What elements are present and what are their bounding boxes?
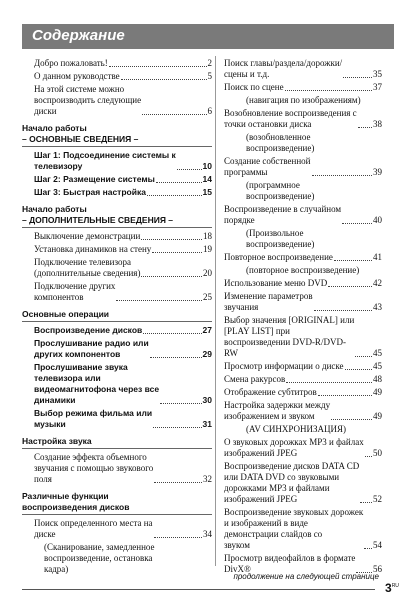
toc-entry	[22, 84, 212, 117]
toc-page-number: 50	[373, 448, 382, 458]
toc-entry	[224, 400, 382, 422]
leader-dots	[116, 300, 202, 301]
toc-page-number: 40	[373, 215, 382, 225]
leader-dots	[285, 90, 372, 91]
column-divider	[215, 56, 216, 566]
toc-entry	[224, 507, 382, 551]
section-rule	[22, 321, 212, 322]
toc-page-number: 32	[203, 474, 212, 484]
toc-entry-note: (программное воспроизведение)	[246, 180, 315, 201]
title-bar	[22, 24, 394, 49]
toc-entry	[224, 387, 382, 398]
toc-entry-note: (Сканирование, замедленное воспроизведение, остановка кадра)	[44, 542, 155, 574]
toc-entry	[22, 452, 212, 485]
toc-page-number: 29	[202, 349, 212, 359]
section-heading	[22, 491, 212, 515]
leader-dots	[147, 195, 202, 196]
leader-dots	[355, 356, 372, 357]
section-heading	[22, 436, 212, 449]
toc-entry	[224, 278, 382, 289]
toc-entry	[22, 325, 212, 336]
toc-entry-title: Смена ракурсов	[224, 374, 286, 384]
toc-page-number: 31	[202, 419, 212, 429]
toc-entry	[22, 71, 212, 82]
section-heading	[22, 309, 212, 322]
leader-dots	[328, 286, 372, 287]
section-heading-line: Основные операции	[22, 309, 110, 319]
toc-page-number: 45	[373, 361, 382, 371]
toc-entry	[224, 461, 382, 505]
leader-dots	[331, 419, 372, 420]
toc-entry	[224, 156, 382, 178]
toc-page-number: 39	[373, 167, 382, 177]
toc-entry-title: Поиск главы/раздела/дорожки/ сцены и т.д.	[224, 58, 343, 79]
toc-entry-title: Создание собственной программы	[224, 156, 311, 177]
leader-dots	[360, 502, 372, 503]
toc-entry-title: Выбор режима фильма или музыки	[34, 408, 153, 429]
toc-right-column	[224, 58, 382, 577]
toc-page-number: 19	[203, 244, 212, 254]
toc-entry	[224, 437, 382, 459]
section-rule	[22, 146, 212, 147]
leader-dots	[150, 357, 202, 358]
leader-dots	[154, 537, 202, 538]
toc-page-number: 20	[203, 268, 212, 278]
toc-entry	[22, 244, 212, 255]
toc-entry-title: Подключение телевизора (дополнительные сведения)	[34, 257, 141, 278]
leader-dots	[154, 482, 202, 483]
toc-page-number: 34	[203, 529, 212, 539]
toc-page-number: 52	[373, 494, 382, 504]
toc-entry-note: (Произвольное воспроизведение)	[246, 228, 315, 249]
toc-entry	[224, 252, 382, 263]
toc-page-number: 6	[207, 106, 212, 116]
toc-entry-note: (повторное воспроизведение)	[246, 265, 360, 275]
toc-entry-title: Подключение других компонентов	[34, 281, 116, 302]
leader-dots	[177, 169, 202, 170]
section-heading-line: Начало работы	[22, 204, 87, 214]
toc-page-number: 42	[373, 278, 382, 288]
toc-page-number: 25	[203, 292, 212, 302]
toc-entry-title: Просмотр информации о диске	[224, 361, 344, 371]
toc-page-number: 18	[203, 231, 212, 241]
toc-entry	[22, 281, 212, 303]
toc-page-number: 5	[207, 71, 212, 81]
leader-dots	[143, 333, 201, 334]
section-heading-subline: – ДОПОЛНИТЕЛЬНЫЕ СВЕДЕНИЯ –	[22, 215, 174, 225]
toc-entry	[22, 58, 212, 69]
toc-entry	[22, 174, 212, 185]
toc-page-number: 43	[373, 302, 382, 312]
toc-page-number: 37	[373, 82, 382, 92]
leader-dots	[160, 403, 201, 404]
leader-dots	[156, 182, 202, 183]
toc-entry-note: (возобновленное воспроизведение)	[246, 132, 315, 153]
toc-entry-title: Воспроизведение в случайном порядке	[224, 204, 342, 225]
leader-dots	[152, 252, 202, 253]
section-heading-subline: – ОСНОВНЫЕ СВЕДЕНИЯ –	[22, 134, 139, 144]
toc-entry	[224, 108, 382, 130]
leader-dots	[121, 79, 207, 80]
toc-entry	[224, 291, 382, 313]
toc-page-number: 2	[207, 58, 212, 68]
toc-entry-title: Настройка задержки между изображением и звуком	[224, 400, 331, 421]
leader-dots	[334, 260, 372, 261]
toc-entry-title: Поиск по сцене	[224, 82, 284, 92]
continued-note: продолжение на следующей странице	[233, 572, 379, 581]
leader-dots	[312, 175, 373, 176]
section-rule	[22, 514, 212, 515]
toc-entry-title: Шаг 3: Быстрая настройка	[34, 187, 146, 197]
leader-dots	[364, 548, 372, 549]
toc-entry	[22, 518, 212, 540]
leader-dots	[318, 395, 372, 396]
toc-entry	[22, 187, 212, 198]
leader-dots	[342, 223, 372, 224]
leader-dots	[286, 382, 372, 383]
section-rule	[22, 448, 212, 449]
toc-entry-title: На этой системе можно воспроизводить следующие диски	[34, 84, 142, 116]
toc-entry	[224, 315, 382, 359]
toc-entry-title: Выключение демонстрации	[34, 231, 141, 241]
section-heading-subline: воспроизведения дисков	[22, 502, 130, 512]
toc-entry-title: О данном руководстве	[34, 71, 120, 81]
toc-entry	[22, 362, 212, 406]
toc-entry-title: Прослушивание радио или других компонентов	[34, 338, 149, 359]
footer-rule	[22, 589, 375, 590]
leader-dots	[365, 456, 372, 457]
toc-page-number: 15	[202, 187, 212, 197]
toc-entry-title: Установка динамиков на стену	[34, 244, 152, 254]
toc-entry-title: Повторное воспроизведение	[224, 252, 333, 262]
toc-entry	[22, 408, 212, 430]
toc-entry-title: Воспроизведение звуковых дорожек и изображений в виде демонстрации слайдов со звуком	[224, 507, 364, 550]
toc-page-number: 30	[202, 395, 212, 405]
toc-page-number: 49	[373, 387, 382, 397]
page-title: Содержание	[32, 27, 125, 44]
toc-entry-title: Поиск определенного места на диске	[34, 518, 153, 539]
toc-entry	[224, 204, 382, 226]
page-number	[385, 581, 399, 595]
toc-entry	[22, 150, 212, 172]
toc-entry-title: Шаг 2: Размещение системы	[34, 174, 155, 184]
toc-entry-title: Воспроизведение дисков	[34, 325, 143, 335]
toc-page-number: 56	[373, 564, 382, 574]
toc-entry-title: Просмотр видеофайлов в формате DivX®	[224, 553, 356, 574]
toc-page-number: 10	[202, 161, 212, 171]
toc-page-number: 41	[373, 252, 382, 262]
leader-dots	[142, 114, 206, 115]
toc-page-number: 14	[202, 174, 212, 184]
section-heading	[22, 123, 212, 147]
leader-dots	[141, 239, 202, 240]
section-heading-line: Настройка звука	[22, 436, 92, 446]
leader-dots	[358, 127, 372, 128]
section-heading-line: Начало работы	[22, 123, 87, 133]
toc-page-number: 45	[373, 348, 382, 358]
toc-entry-title: Шаг 1: Подсоединение системы к телевизору	[34, 150, 176, 171]
toc-entry	[224, 58, 382, 80]
toc-page-number: 54	[373, 540, 382, 550]
section-heading	[22, 204, 212, 228]
toc-page-number: 38	[373, 119, 382, 129]
toc-entry-title: Использование меню DVD	[224, 278, 328, 288]
toc-page-number: 35	[373, 69, 382, 79]
leader-dots	[153, 427, 201, 428]
section-rule	[22, 227, 212, 228]
toc-entry	[224, 374, 382, 385]
toc-entry	[22, 231, 212, 242]
toc-page-number: 49	[373, 411, 382, 421]
leader-dots	[109, 66, 207, 67]
toc-entry-title: Воспроизведение дисков DATA CD или DATA DVD со звуковыми дорожками MP3 и файлами изображений JPEG	[224, 461, 360, 504]
toc-entry-note: (AV СИНХРОНИЗАЦИЯ)	[246, 424, 347, 434]
leader-dots	[141, 276, 202, 277]
leader-dots	[314, 310, 372, 311]
toc-entry-title: Выбор значения [ORIGINAL] или [PLAY LIST] при воспроизведении DVD-R/DVD- RW	[224, 315, 355, 358]
toc-left-column	[22, 58, 212, 577]
toc-entry-note: (навигация по изображениям)	[246, 95, 361, 105]
toc-entry	[22, 257, 212, 279]
toc-page-number: 27	[202, 325, 212, 335]
leader-dots	[343, 77, 372, 78]
toc-entry-title: Создание эффекта объемного звучания с помощью звукового поля	[34, 452, 154, 484]
page-number-value: 3	[385, 581, 392, 595]
toc-entry	[224, 82, 382, 93]
toc-entry-title: Изменение параметров звучания	[224, 291, 313, 312]
toc-entry	[22, 338, 212, 360]
toc-entry-title: Отображение субтитров	[224, 387, 317, 397]
toc-entry-title: О звуковых дорожках MP3 и файлах изображений JPEG	[224, 437, 364, 458]
leader-dots	[345, 369, 372, 370]
toc-entry	[224, 361, 382, 372]
page-suffix: RU	[391, 583, 399, 589]
toc-entry-title: Добро пожаловать!	[34, 58, 108, 68]
toc-entry-title: Прослушивание звука телевизора или видеомагнитофона через все динамики	[34, 362, 160, 405]
toc-page-number: 48	[373, 374, 382, 384]
toc-entry-title: Возобновление воспроизведения с точки остановки диска	[224, 108, 357, 129]
section-heading-line: Различные функции	[22, 491, 109, 501]
